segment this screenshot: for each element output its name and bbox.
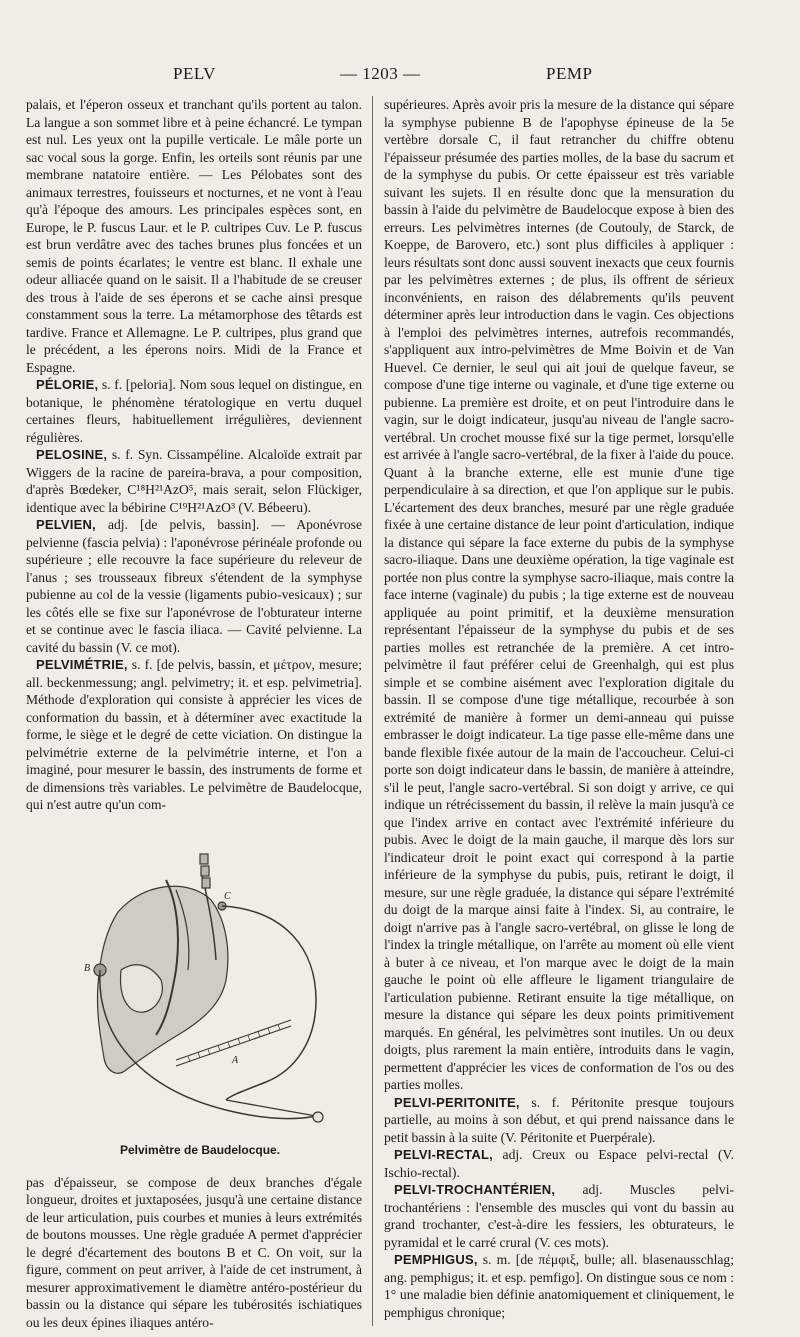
- entry-pelorie: [26, 376, 362, 446]
- page-number: — 1203 —: [340, 64, 421, 83]
- headword: PELVI-PERITONITE,: [394, 1094, 520, 1110]
- header-right-word: PEMP: [546, 64, 593, 83]
- entry-text: s. f. Syn. Cissampéline. Alcaloïde extrait par Wiggers de la racine de pareira-brava, a pour composition, d'après Bœdeker, C¹⁸H²¹AzO⁵, mais serait, selon Flückiger, identique avec la bébirine C¹⁹H²¹AzO³ (V. Bébeeru).: [26, 447, 362, 515]
- right-column: [384, 96, 734, 1321]
- headword: PEMPHIGUS,: [394, 1252, 478, 1267]
- pelvimetrie-continuation: supérieures. Après avoir pris la mesure de la distance qui sépare la symphyse pubienne B de l'apophyse épineuse de la 5e vertèbre dorsale C, il faut retrancher du chiffre obtenu l'épaisseur présumée des parties molles, de la base du sacrum et de la symphyse du pubis. Or cette épaisseur est très variable suivant les sujets. Il en résulte donc que la mensuration du bassin à l'aide du pelvimètre de Baudelocque expose à bien des erreurs. Les pelvimètres internes (de Coutouly, de Starck, de Koeppe, de Barovero, etc.) sont plus difficiles à appliquer : leurs résultats sont donc aussi souvent inexacts que ceux fournis par les pelvimètres externes ; de plus, ils offrent de sérieux inconvénients, en raison des délabrements qu'ils peuvent déterminer après leur introduction dans le vagin. Ces objections à l'emploi des pelvimètres internes, autrefois recommandés, s'appliquent aux intro-pelvimètres de Mme Boivin et de Van Huevel. Ce dernier, le seul qui ait joui de quelque faveur, se compose d'une tige interne ou vaginale, et d'une tige externe ou pubienne. La première est droite, et on peut l'introduire dans le vagin, sur le doigt indicateur, jusqu'au niveau de l'angle sacro-vertébral. Un crochet mousse fixé sur la tige permet, lorsqu'elle est arrivée à l'angle sacro-vertébral, de la fixer à l'aide du pouce. Quant à la branche externe, elle est munie d'une tige perpendiculaire à sa direction, et que l'on applique sur le pubis. L'écartement des deux branches, mesuré par une règle graduée fixée à une certaine distance de leur point d'articulation, indique la distance qui sépare la face externe du pubis de la symphyse sacro-iliaque. Dans une deuxième opération, la tige vaginale est portée non plus contre la symphyse sacro-iliaque, mais contre la face interne (vaginale) du pubis ; la tige externe est de nouveau appliquée au point primitif, et la deuxième mensuration représentant l'épaisseur de la symphyse du pubis et de ses parties molles est retranchée de la première. A cet intro-pelvimètre il faut préférer celui de Greenhalgh, qui est plus simple et se combine aisément avec l'exploration digitale du bassin. Il se compose d'une tige métallique, recourbée à son extrémité de manière à former un demi-anneau qui puisse embrasser le doigt indicateur. La tige passe elle-même dans une bande flexible fixée autour de la main de l'accoucheur. Celui-ci porte son doigt indicateur dans le bassin, de manière à atteindre, s'il le peut, l'angle sacro-vertébral. Si son doigt y arrive, ce qui indique un rétrécissement du bassin, il relève la main jusqu'à ce que l'index arrive en contact avec l'extrémité inférieure du pubis. Avec le doigt de la main gauche, il marque dès lors sur l'indicateur droit le point exact qui correspond à la partie inférieure de la symphyse du pubis, puis, retirant le doigt, il mesure, sur une règle graduée, la distance qui sépare l'extrémité du doigt de la marque ainsi faite à l'index. Si, au contraire, le doigt n'arrive pas à l'angle sacro-vertébral, on glisse le long de l'index la tringle métallique, on l'arrête au moment où elle vient à buter à ce niveau, et l'on marque avec le doigt de la main gauche le point où elle affleure le ligament triangulaire de l'articulation pubienne. Retirant ensuite la tige métallique, on mesure la distance qui sépare les deux points primitivement marqués. En général, les pelvimètres sont inutiles. Un ou deux doigts, plus rarement la main entière, introduits dans le vagin, permettent d'apprécier les vices de conformation de l'os ou des parties molles.: [384, 97, 734, 1092]
- entry-text: s. f. [peloria]. Nom sous lequel on distingue, en botanique, le phénomène tératologique en vertu duquel certaines fleurs, habituellement irrégulières, deviennent régulières.: [26, 377, 362, 445]
- header-left-word: PELV: [173, 64, 216, 83]
- entry-pelvimetrie: [26, 656, 362, 814]
- running-header: [0, 64, 800, 90]
- left-column: [26, 96, 362, 1331]
- figure-label-c: C: [224, 890, 231, 902]
- entry-text: s. f. Péritonite presque toujours partielle, au moins à son début, et qui prend naissance dans le petit bassin à la suite (V. Péritonite et Puerpérale).: [384, 1094, 734, 1145]
- entry-text: adj. [de pelvis, bassin]. — Aponévrose pelvienne (fascia pelvia) : l'aponévrose périnéale profonde ou supérieure ; elle recouvre la face supérieure du releveur de l'anus ; ses trousseaux fibreux s'étendent de la symphyse pubienne au col de la vessie (ligaments pubio-vesicaux) ; sur les côtés elle se fixe sur l'aponévrose de l'obturateur interne et se continue avec le fascia iliaca. — Cavité pelvienne. La cavité du bassin (V. ce mot).: [26, 517, 362, 655]
- pelobates-paragraph: palais, et l'éperon osseux et tranchant qu'ils portent au talon. La langue a son sommet libre et à peine échancré. Le tympan est nul. Les yeux ont la pupille verticale. Le mâle porte un sac vocal sous la gorge. Enfin, les orteils sont réunis par une membrane natatoire entière. — Les Pélobates sont des animaux terrestres, fouisseurs et nocturnes, et ne vont à l'eau qu'à l'époque des amours. Les principales espèces sont, en Europe, le P. fuscus Laur. et le P. cultripes Cuv. Le P. fuscus est brun verdâtre avec des taches brunes plus foncées et un semis de points écarlates; le ventre est blanc. Il exhale une odeur alliacée quand on le saisit. Il a l'habitude de se creuser des trous à l'aide de ses éperons et se cache ainsi presque constamment sous la terre. La métamorphose des têtards est tardive. France et Allemagne. Le P. cultripes, plus grand que le précédent, a les éperons noirs. Midi de la France et Espagne.: [26, 97, 362, 375]
- headword: PELVIMÉTRIE,: [36, 657, 128, 672]
- entry-pelosine: [26, 446, 362, 516]
- entry-pelvi-rectal: [384, 1146, 734, 1181]
- entry-text: adj. Muscles pelvi-trochantériens : l'ensemble des muscles qui vont du bassin au grand trochanter, c'est-à-dire les fessiers, les obturateurs, le pyramidal et le carré crural (V. ces mots).: [384, 1182, 734, 1250]
- figure-caption: Pelvimètre de Baudelocque.: [120, 1142, 281, 1157]
- entry-pelvien: [26, 516, 362, 656]
- entry-pelvi-trochanterien: [384, 1181, 734, 1251]
- headword: PELVI-TROCHANTÉRIEN,: [394, 1182, 556, 1197]
- pelvimetre-description: pas d'épaisseur, se compose de deux branches d'égale longueur, droites et juxtaposées, jusqu'à une certaine distance de leur articulation, puis courbes et munies à leurs extrémités de boutons mousses. Une règle graduée A permet d'apprécier le degré d'écartement des boutons B et C. On voit, sur la figure, comment on peut arriver, à l'aide de cet instrument, à mesurer approximativement le diamètre antéro-postérieur du bassin ou la distance qui sépare les tubérosités ischiatiques ou les deux épines iliaques antéro-: [26, 1174, 362, 1330]
- headword: PELVIEN,: [36, 517, 96, 532]
- column-divider: [372, 96, 373, 1326]
- figure-label-b: B: [84, 962, 91, 974]
- entry-text: s. f. [de pelvis, bassin, et μέτρον, mesure; all. beckenmessung; angl. pelvimetry; it. et esp. pelvimetria]. Méthode d'exploration qui consiste à apprécier les vices de conformation du bassin, et à déterminer avec exactitude la forme, le siège et le degré de cette viciation. On distingue la pelvimétrie externe de la pelvimétrie interne, et l'on a imaginé, pour mesurer le bassin, des instruments de forme et de dimensions très variables. Le pelvimètre de Baudelocque, qui n'est autre qu'un com-: [26, 657, 362, 812]
- headword: PELOSINE,: [36, 447, 108, 462]
- entry-pemphigus: [384, 1251, 734, 1321]
- headword: PELVI-RECTAL,: [394, 1147, 493, 1162]
- entry-text: adj. Creux ou Espace pelvi-rectal (V. Ischio-rectal).: [384, 1147, 734, 1180]
- entry-text: s. m. [de πέμφιξ, bulle; all. blasenausschlag; ang. pemphigus; it. et esp. pemfigo]. On distingue sous ce nom : 1° une maladie bien définie anatomiquement et cliniquement, le pemphigus chronique;: [384, 1252, 734, 1320]
- entry-pelvi-peritonite: [384, 1094, 734, 1147]
- headword: PÉLORIE,: [36, 377, 99, 392]
- pelvimeter-figure: [26, 820, 362, 1170]
- pelvimeter-illustration: [26, 820, 362, 1150]
- figure-label-a: A: [232, 1054, 239, 1066]
